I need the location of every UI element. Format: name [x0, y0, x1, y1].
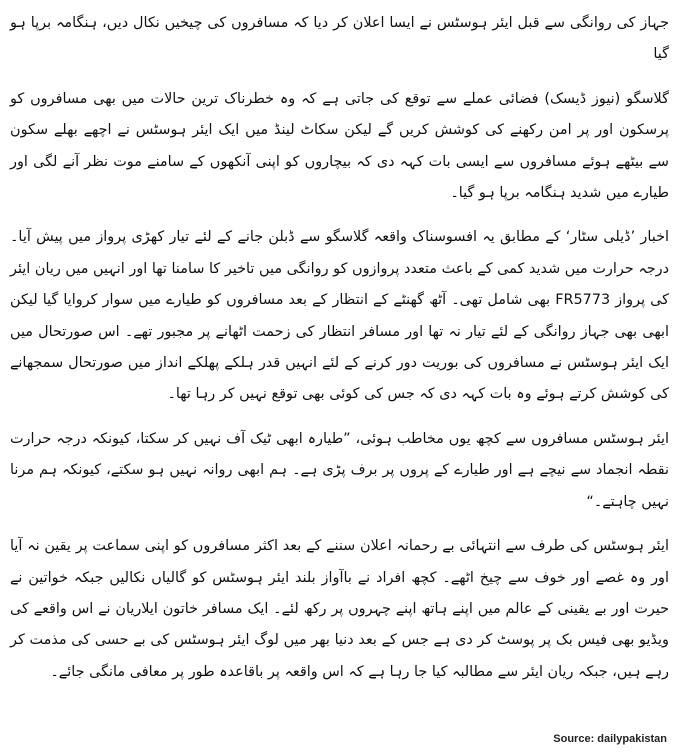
- source-credit: Source: dailypakistan: [553, 733, 667, 745]
- article-paragraph-intro: گلاسگو (نیوز ڈیسک) فضائی عملے سے توقع کی جاتی ہے کہ وہ خطرناک ترین حالات میں بھی مسافروں کو پرسکون اور پر امن رکھنے کی کوشش کریں گے لیکن سکاٹ لینڈ میں ایک ایئر ہوسٹس نے اچھے بھلے سکون سے بیٹھے ہوئے مسافروں سے ایسی بات کہہ دی کہ بیچاروں کو اپنی آنکھوں کے سامنے موت نظر آنے لگی اور طیارے میں شدید ہنگامہ برپا ہو گیا۔: [10, 90, 669, 202]
- article-headline-paragraph: جہاز کی روانگی سے قبل ایئر ہوسٹس نے ایسا اعلان کر دیا کہ مسافروں کی چیخیں نکال دیں، ہنگامہ برپا ہو گیا: [10, 15, 669, 63]
- article-paragraph-quote: ایئر ہوسٹس مسافروں سے کچھ یوں مخاطب ہوئی، ”طیارہ ابھی ٹیک آف نہیں کر سکتا، کیونکہ درجہ حرارت نقطہ انجماد سے نیچے ہے اور طیارے کے پروں پر برف پڑی ہے۔ ہم ابھی روانہ نہیں ہو سکتے، کیونکہ ہم مرنا نہیں چاہتے۔“: [10, 430, 669, 510]
- article-paragraph-details: اخبار ’ڈیلی سٹار‘ کے مطابق یہ افسوسناک واقعہ گلاسگو سے ڈبلن جانے کے لئے تیار کھڑی پرواز میں پیش آیا۔ درجہ حرارت میں شدید کمی کے باعث متعدد پروازوں کو روانگی میں تاخیر کا سامنا تھا اور انہیں میں ریان ایئر کی پرواز FR5773 بھی شامل تھی۔ آٹھ گھنٹے کے انتظار کے بعد مسافروں کو طیارے میں سوار کروایا گیا لیکن ابھی بھی جہاز روانگی کے لئے تیار نہ تھا اور مسافر انتظار کی زحمت اٹھانے پر مجبور تھے۔ اس صورتحال میں ایک ایئر ہوسٹس نے مسافروں کی بوریت دور کرنے کے لئے انہیں قدر ہلکے پھلکے انداز میں صورتحال سمجھانے کی کوشش کرتے ہوئے وہ بات کہہ دی کہ جس کی کوئی بھی توقع نہیں کر رہا تھا۔: [10, 229, 670, 403]
- article-paragraph-reaction: ایئر ہوسٹس کی طرف سے انتہائی بے رحمانہ اعلان سننے کے بعد اکثر مسافروں کو اپنی سماعت پر یقین نہ آیا اور وہ غصے اور خوف سے چیخ اٹھے۔ کچھ افراد نے باآواز بلند ایئر ہوسٹس کو گالیاں نکالیں جبکہ خواتین نے حیرت اور بے یقینی کے عالم میں اپنے ہاتھ اپنے چہروں پر رکھ لئے۔ ایک مسافر خاتون ایلاریان نے اس واقعے کی ویڈیو بھی فیس بک پر پوسٹ کر دی ہے جس کے بعد دنیا بھر میں لوگ ایئر ہوسٹس کی بے حسی کی مذمت کر رہے ہیں، جبکہ ریان ایئر سے مطالبہ کیا جا رہا ہے کہ اس واقعہ پر باقاعدہ طور پر معافی مانگی جائے۔: [10, 538, 669, 680]
- article-body: [10, 8, 669, 688]
